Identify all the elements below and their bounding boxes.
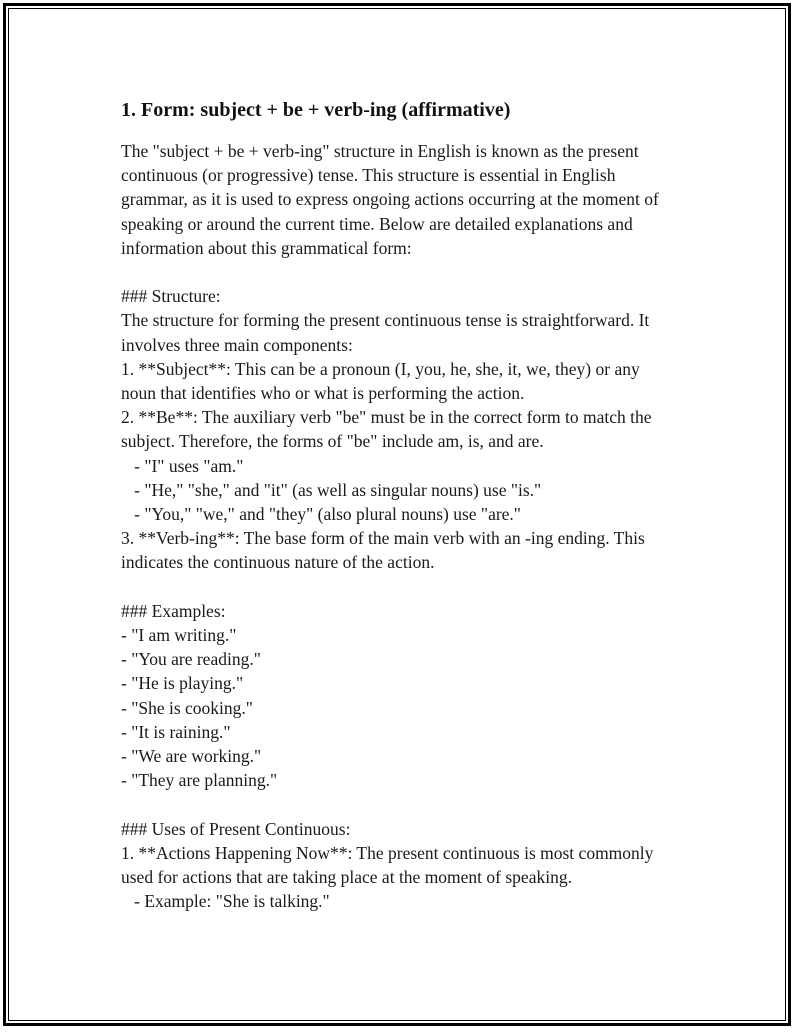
uses-heading: ### Uses of Present Continuous:	[121, 818, 351, 839]
structure-line: indicates the continuous nature of the action.	[121, 552, 435, 573]
page-frame	[3, 3, 791, 1026]
example-item: - "You are reading."	[121, 649, 261, 670]
uses-line: used for actions that are taking place at the moment of speaking.	[121, 867, 572, 888]
structure-line: - "I" uses "am."	[121, 455, 244, 476]
structure-line: subject. Therefore, the forms of "be" include am, is, and are.	[121, 431, 544, 452]
intro-line: speaking or around the current time. Below are detailed explanations and	[121, 213, 633, 234]
spacer	[121, 260, 701, 284]
example-item: - "I am writing."	[121, 625, 237, 646]
structure-line: 3. **Verb-ing**: The base form of the main verb with an -ing ending. This	[121, 528, 645, 549]
structure-line: involves three main components:	[121, 334, 353, 355]
structure-heading: ### Structure:	[121, 286, 221, 307]
example-item: - "We are working."	[121, 746, 262, 767]
uses-line: - Example: "She is talking."	[121, 891, 330, 912]
intro-line: grammar, as it is used to express ongoing actions occurring at the moment of	[121, 189, 659, 210]
structure-line: noun that identifies who or what is performing the action.	[121, 383, 525, 404]
uses-section	[121, 817, 701, 914]
uses-line: 1. **Actions Happening Now**: The present continuous is most commonly	[121, 842, 654, 863]
document-body	[121, 97, 701, 913]
intro-line: continuous (or progressive) tense. This structure is essential in English	[121, 165, 616, 186]
example-item: - "She is cooking."	[121, 697, 253, 718]
structure-line: 2. **Be**: The auxiliary verb "be" must be in the correct form to match the	[121, 407, 652, 428]
structure-line: - "He," "she," and "it" (as well as singular nouns) use "is."	[121, 479, 542, 500]
structure-line: - "You," "we," and "they" (also plural nouns) use "are."	[121, 504, 521, 525]
document-title: 1. Form: subject + be + verb-ing (affirmative)	[121, 99, 511, 121]
spacer	[121, 575, 701, 599]
intro-line: The "subject + be + verb-ing" structure in English is known as the present	[121, 141, 639, 161]
example-item: - "He is playing."	[121, 673, 244, 694]
intro-line: information about this grammatical form:	[121, 237, 412, 258]
intro-paragraph	[121, 139, 701, 260]
example-item: - "They are planning."	[121, 770, 278, 791]
examples-heading: ### Examples:	[121, 600, 226, 621]
structure-line: 1. **Subject**: This can be a pronoun (I, you, he, she, it, we, they) or any	[121, 358, 640, 379]
example-item: - "It is raining."	[121, 721, 231, 742]
examples-section	[121, 599, 701, 793]
structure-section	[121, 284, 701, 574]
structure-line: The structure for forming the present continuous tense is straightforward. It	[121, 310, 650, 331]
spacer	[121, 792, 701, 816]
